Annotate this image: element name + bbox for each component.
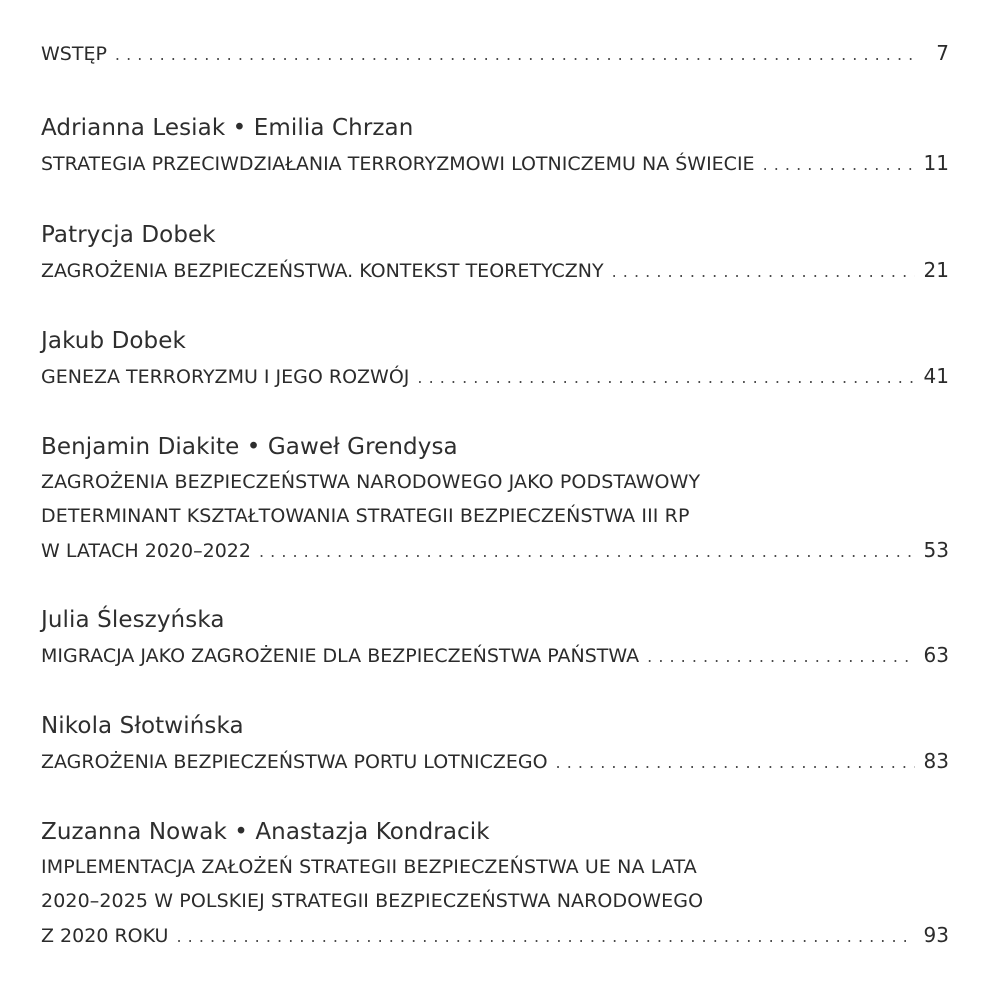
- toc-page-number: 41: [923, 364, 949, 388]
- toc-entry[interactable]: [41, 708, 949, 780]
- toc-page-number: 93: [923, 923, 949, 947]
- toc-entry[interactable]: [41, 429, 949, 569]
- dot-leader: [612, 255, 915, 289]
- toc-entry-authors: Patrycja Dobek: [41, 222, 216, 248]
- toc-entry-authors: Adrianna Lesiak • Emilia Chrzan: [41, 115, 414, 141]
- dot-leader: [259, 535, 915, 569]
- toc-entry[interactable]: [41, 323, 949, 395]
- dot-leader: [647, 640, 915, 674]
- toc-entry-authors: Julia Śleszyńska: [41, 607, 225, 633]
- toc-entry-authors: Nikola Słotwińska: [41, 713, 244, 739]
- dot-leader: [115, 38, 915, 72]
- toc-entry-title-line: ZAGROŻENIA BEZPIECZEŃSTWA NARODOWEGO JAKO PODSTAWOWY: [41, 471, 701, 493]
- toc-entry[interactable]: [41, 602, 949, 674]
- toc-entry-line: [41, 918, 949, 954]
- toc-entry-title: MIGRACJA JAKO ZAGROŻENIE DLA BEZPIECZEŃSTWA PAŃSTWA: [41, 645, 640, 667]
- toc-entry-title: Z 2020 ROKU: [41, 925, 169, 947]
- toc-entry-title-line: DETERMINANT KSZTAŁTOWANIA STRATEGII BEZPIECZEŃSTWA III RP: [41, 505, 690, 527]
- dot-leader: [763, 148, 915, 182]
- toc-entry-title: W LATACH 2020–2022: [41, 540, 251, 562]
- toc-entry-introduction[interactable]: [41, 36, 949, 72]
- toc-page-number: 63: [923, 643, 949, 667]
- table-of-contents: [41, 0, 949, 990]
- toc-page-number: 53: [923, 538, 949, 562]
- toc-entry[interactable]: [41, 110, 949, 182]
- toc-entry-authors: Zuzanna Nowak • Anastazja Kondracik: [41, 819, 490, 845]
- toc-entry-line: [41, 744, 949, 780]
- toc-entry[interactable]: [41, 814, 949, 954]
- dot-leader: [417, 361, 915, 395]
- toc-page-number: 83: [923, 749, 949, 773]
- toc-entry-title: STRATEGIA PRZECIWDZIAŁANIA TERRORYZMOWI LOTNICZEMU NA ŚWIECIE: [41, 153, 755, 175]
- toc-entry[interactable]: [41, 217, 949, 289]
- toc-entry-title-line: 2020–2025 W POLSKIEJ STRATEGII BEZPIECZEŃSTWA NARODOWEGO: [41, 890, 704, 912]
- toc-entry-authors: Jakub Dobek: [41, 328, 186, 354]
- toc-entry-line: [41, 146, 949, 182]
- dot-leader: [176, 920, 915, 954]
- toc-entry-title: GENEZA TERRORYZMU I JEGO ROZWÓJ: [41, 366, 410, 388]
- toc-entry-line: [41, 253, 949, 289]
- toc-page-number: 7: [936, 41, 949, 65]
- toc-entry-title-line: IMPLEMENTACJA ZAŁOŻEŃ STRATEGII BEZPIECZEŃSTWA UE NA LATA: [41, 856, 697, 878]
- dot-leader: [556, 746, 915, 780]
- toc-entry-title: WSTĘP: [41, 43, 107, 65]
- toc-entry-line: [41, 36, 949, 72]
- toc-page-number: 11: [923, 151, 949, 175]
- toc-entry-line: [41, 359, 949, 395]
- toc-entry-line: [41, 638, 949, 674]
- toc-page-number: 21: [923, 258, 949, 282]
- toc-entry-line: [41, 533, 949, 569]
- toc-entry-authors: Benjamin Diakite • Gaweł Grendysa: [41, 434, 458, 460]
- toc-entry-title: ZAGROŻENIA BEZPIECZEŃSTWA PORTU LOTNICZEGO: [41, 751, 548, 773]
- toc-entry-title: ZAGROŻENIA BEZPIECZEŃSTWA. KONTEKST TEORETYCZNY: [41, 260, 604, 282]
